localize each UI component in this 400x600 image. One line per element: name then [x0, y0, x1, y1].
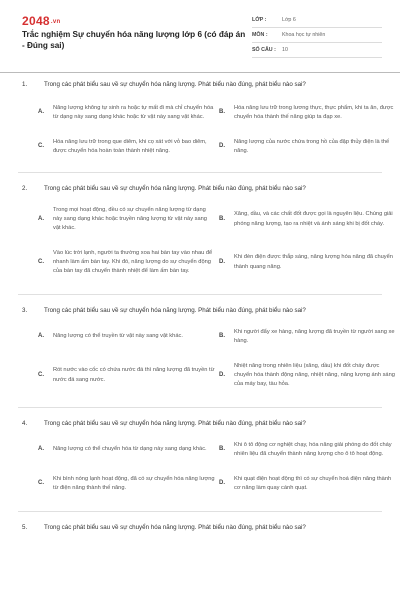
answer-option[interactable] — [219, 322, 397, 352]
question-number: 2. — [22, 184, 28, 192]
answer-option[interactable] — [38, 435, 216, 465]
option-letter: B. — [219, 215, 225, 222]
info-value: 10 — [282, 47, 288, 53]
document-header — [0, 0, 400, 68]
question-item — [0, 521, 400, 533]
answer-option[interactable] — [38, 96, 216, 130]
info-value: Lớp 6 — [282, 17, 296, 23]
option-letter: D. — [219, 143, 225, 150]
question-item — [0, 78, 400, 173]
info-row — [252, 43, 382, 58]
option-letter: C. — [38, 371, 44, 378]
info-value: Khoa học tự nhiên — [282, 32, 326, 38]
question-header — [0, 182, 400, 194]
answer-option[interactable] — [219, 130, 397, 164]
answer-option[interactable] — [38, 465, 216, 503]
question-number: 1. — [22, 80, 28, 88]
question-number: 5. — [22, 523, 28, 531]
option-text: Khi ô tô động cơ nghiệt chạy, hóa năng giải phóng do đốt cháy nhiên liệu đã chuyển thành năng lượng cho ô tô hoạt động. — [234, 441, 392, 457]
option-text: Năng lượng của nước chứa trong hồ của đập thủy điện là thế năng. — [234, 138, 390, 154]
option-letter: C. — [38, 258, 44, 265]
question-header — [0, 521, 400, 533]
option-letter: B. — [219, 446, 225, 453]
option-letter: B. — [219, 109, 225, 116]
question-divider — [18, 407, 382, 408]
option-grid — [0, 429, 400, 503]
option-text: Trong mọi hoạt động, đều có sự chuyển năng lượng từ dạng này sang dạng khác hoặc truyền năng lượng từ vật này sang vật khác. — [53, 206, 207, 232]
option-text: Rót nước vào cốc có chứa nước đá thì năng lượng đã truyền từ nước đá sang nước. — [53, 367, 215, 383]
document-title: Trắc nghiệm Sự chuyển hóa năng lượng lớp 6 (có đáp án - Đúng sai) — [22, 30, 246, 50]
question-item — [0, 304, 400, 408]
option-grid — [0, 316, 400, 399]
question-number: 3. — [22, 306, 28, 314]
answer-option[interactable] — [219, 352, 397, 399]
option-text: Năng lượng có thể chuyển hóa từ dạng này sang dạng khác. — [53, 446, 207, 453]
question-divider — [18, 511, 382, 512]
option-letter: D. — [219, 258, 225, 265]
option-letter: B. — [219, 333, 225, 340]
option-text: Khi quạt điện hoạt động thì có sự chuyển hoá điện năng thành cơ năng làm quay cánh quạt. — [234, 475, 392, 491]
question-item — [0, 182, 400, 295]
question-header — [0, 304, 400, 316]
option-grid — [0, 90, 400, 164]
option-letter: C. — [38, 143, 44, 150]
answer-option[interactable] — [38, 322, 216, 352]
option-letter: D. — [219, 371, 225, 378]
question-header — [0, 417, 400, 429]
header-divider — [0, 72, 400, 73]
info-label: SỐ CÂU : — [252, 47, 276, 53]
option-text: Hóa năng lưu trữ trong lương thực, thực phẩm, khi ta ăn, được chuyển hóa thành thế năng giúp ta đạp xe. — [234, 104, 394, 120]
question-divider — [18, 294, 382, 295]
option-letter: A. — [38, 333, 44, 340]
option-text: Nhiệt năng trong nhiên liệu (xăng, dầu) khi đốt cháy được chuyển hóa thành động năng, nhiệt năng, năng lượng ánh sáng của máy bay, tàu hỏa. — [234, 362, 395, 388]
option-text: Năng lượng có thể truyền từ vật này sang vật khác. — [53, 333, 183, 340]
question-text: Trong các phát biểu sau về sự chuyển hóa năng lượng. Phát biểu nào đúng, phát biểu nào sai? — [44, 184, 306, 192]
info-row — [252, 28, 382, 43]
option-letter: D. — [219, 480, 225, 487]
option-grid — [0, 194, 400, 286]
question-text: Trong các phát biểu sau về sự chuyển hóa năng lượng. Phát biểu nào đúng, phát biểu nào sai? — [44, 306, 306, 314]
option-text: Khi người đẩy xe hàng, năng lượng đã truyền từ người sang xe hàng. — [234, 328, 395, 344]
question-text: Trong các phát biểu sau về sự chuyển hóa năng lượng. Phát biểu nào đúng, phát biểu nào sai? — [44, 80, 306, 88]
question-header — [0, 78, 400, 90]
question-number: 4. — [22, 419, 28, 427]
answer-option[interactable] — [38, 352, 216, 399]
answer-option[interactable] — [219, 200, 397, 239]
option-letter: A. — [38, 215, 44, 222]
question-item — [0, 417, 400, 512]
option-text: Hóa năng lưu trữ trong que diêm, khi cọ xát với vỏ bao diêm, được chuyển hóa hoàn toàn thành nhiệt năng. — [53, 138, 207, 154]
option-letter: C. — [38, 480, 44, 487]
info-table — [252, 13, 382, 58]
answer-option[interactable] — [219, 239, 397, 286]
answer-option[interactable] — [38, 239, 216, 286]
option-text: Năng lượng không tự sinh ra hoặc tự mất đi mà chỉ chuyển hóa từ dạng này sang dạng khác hoặc từ vật này sang vật khác. — [53, 104, 214, 120]
option-text: Xăng, dầu, và các chất đốt được gọi là nguyên liệu. Chúng giải phóng năng lượng, tạo ra nhiệt và ánh sáng khi bị đốt cháy. — [234, 211, 393, 227]
question-text: Trong các phát biểu sau về sự chuyển hóa năng lượng. Phát biểu nào đúng, phát biểu nào sai? — [44, 419, 306, 427]
info-row — [252, 13, 382, 28]
option-text: Khi bình nóng lạnh hoạt động, đã có sự chuyển hóa năng lượng từ điện năng thành thế năng. — [53, 475, 215, 491]
option-letter: A. — [38, 109, 44, 116]
question-list — [0, 78, 400, 533]
answer-option[interactable] — [38, 200, 216, 239]
option-text: Vào lúc trời lạnh, người ta thường xoa hai bàn tay vào nhau để nhanh làm ấm bàn tay. Khi đó, năng lượng do sự chuyển động của bàn tay đã chuyển thành nhiệt để làm ấm bàn tay. — [53, 249, 213, 275]
site-logo[interactable]: 2048.vn — [22, 14, 61, 28]
answer-option[interactable] — [219, 465, 397, 503]
info-label: MÔN : — [252, 32, 268, 38]
answer-option[interactable] — [38, 130, 216, 164]
info-label: LỚP : — [252, 17, 267, 23]
option-text: Khi đèn điện được thắp sáng, năng lượng hóa năng đã chuyển thành quang năng. — [234, 254, 393, 270]
answer-option[interactable] — [219, 96, 397, 130]
answer-option[interactable] — [219, 435, 397, 465]
question-text: Trong các phát biểu sau về sự chuyển hóa năng lượng. Phát biểu nào đúng, phát biểu nào sai? — [44, 523, 306, 531]
question-divider — [18, 172, 382, 173]
option-letter: A. — [38, 446, 44, 453]
